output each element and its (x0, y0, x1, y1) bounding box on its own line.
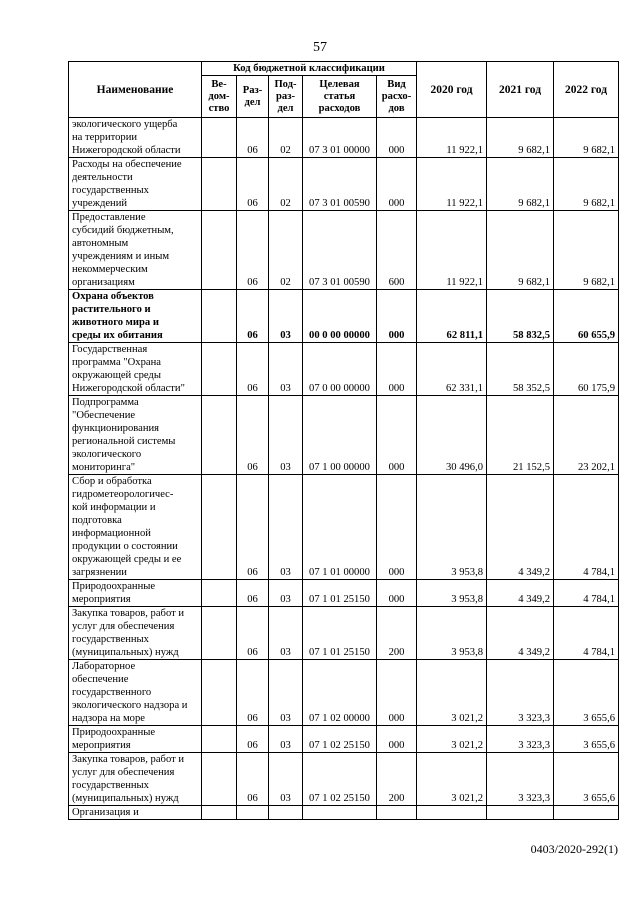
row-podrazdel-cell: 03 (269, 475, 303, 580)
row-target-article-cell: 07 1 02 25150 (303, 726, 377, 753)
row-razdel-cell: 06 (237, 660, 269, 726)
row-razdel-cell: 06 (237, 475, 269, 580)
row-2022-cell (554, 806, 619, 820)
row-2021-cell: 58 832,5 (487, 290, 554, 343)
row-2022-cell: 3 655,6 (554, 726, 619, 753)
row-ved-cell (202, 660, 237, 726)
row-ved-cell (202, 211, 237, 290)
row-expense-type-cell: 000 (377, 118, 417, 158)
row-2021-cell: 58 352,5 (487, 343, 554, 396)
row-ved-cell (202, 158, 237, 211)
header-2021: 2021 год (487, 62, 554, 118)
row-razdel-cell: 06 (237, 607, 269, 660)
row-expense-type-cell: 000 (377, 158, 417, 211)
page-number: 57 (313, 40, 327, 55)
row-name-cell: Сбор и обработка гидрометеорологичес- кой информации и подготовка информационной продукции о состоянии окружающей среды и ее загрязнении (69, 475, 202, 580)
table-row (69, 660, 619, 726)
row-target-article-cell (303, 806, 377, 820)
row-2021-cell: 4 349,2 (487, 580, 554, 607)
row-podrazdel-cell: 03 (269, 396, 303, 475)
table-row (69, 753, 619, 806)
row-2021-cell: 3 323,3 (487, 726, 554, 753)
header-podrazdel: Под- раз- дел (269, 76, 303, 118)
row-2022-cell: 9 682,1 (554, 158, 619, 211)
row-razdel-cell: 06 (237, 290, 269, 343)
row-target-article-cell: 07 3 01 00590 (303, 158, 377, 211)
row-ved-cell (202, 726, 237, 753)
row-ved-cell (202, 118, 237, 158)
row-expense-type-cell: 000 (377, 580, 417, 607)
row-2021-cell: 9 682,1 (487, 118, 554, 158)
budget-table-body (69, 118, 619, 820)
row-expense-type-cell: 200 (377, 607, 417, 660)
row-podrazdel-cell: 03 (269, 607, 303, 660)
table-row (69, 211, 619, 290)
row-ved-cell (202, 806, 237, 820)
row-2020-cell: 30 496,0 (417, 396, 487, 475)
row-razdel-cell: 06 (237, 396, 269, 475)
row-razdel-cell: 06 (237, 726, 269, 753)
row-2020-cell: 3 021,2 (417, 753, 487, 806)
row-expense-type-cell: 200 (377, 753, 417, 806)
row-2021-cell: 9 682,1 (487, 211, 554, 290)
row-2020-cell: 11 922,1 (417, 158, 487, 211)
row-podrazdel-cell: 03 (269, 726, 303, 753)
row-target-article-cell: 07 1 01 25150 (303, 607, 377, 660)
row-ved-cell (202, 475, 237, 580)
row-podrazdel-cell: 03 (269, 660, 303, 726)
header-2022: 2022 год (554, 62, 619, 118)
header-vid: Вид расхо- дов (377, 76, 417, 118)
row-name-cell: Организация и (69, 806, 202, 820)
row-expense-type-cell: 000 (377, 396, 417, 475)
row-target-article-cell: 07 1 02 00000 (303, 660, 377, 726)
row-2020-cell: 3 021,2 (417, 726, 487, 753)
row-target-article-cell: 00 0 00 00000 (303, 290, 377, 343)
row-2022-cell: 9 682,1 (554, 211, 619, 290)
table-row (69, 607, 619, 660)
table-row (69, 475, 619, 580)
row-target-article-cell: 07 1 00 00000 (303, 396, 377, 475)
row-name-cell: Подпрограмма "Обеспечение функционирования региональной системы экологического мониторинга" (69, 396, 202, 475)
table-row (69, 396, 619, 475)
row-2022-cell: 60 655,9 (554, 290, 619, 343)
row-podrazdel-cell: 02 (269, 118, 303, 158)
row-2020-cell: 62 811,1 (417, 290, 487, 343)
row-2020-cell (417, 806, 487, 820)
row-ved-cell (202, 290, 237, 343)
row-target-article-cell: 07 0 00 00000 (303, 343, 377, 396)
row-2020-cell: 3 953,8 (417, 607, 487, 660)
row-name-cell: Закупка товаров, работ и услуг для обеспечения государственных (муниципальных) нужд (69, 753, 202, 806)
row-2020-cell: 3 021,2 (417, 660, 487, 726)
row-name-cell: Охрана объектов растительного и животного мира и среды их обитания (69, 290, 202, 343)
header-tsel: Целевая статья расходов (303, 76, 377, 118)
row-expense-type-cell (377, 806, 417, 820)
document-code: 0403/2020-292(1) (530, 842, 618, 856)
row-podrazdel-cell: 02 (269, 158, 303, 211)
row-razdel-cell: 06 (237, 580, 269, 607)
row-2021-cell: 21 152,5 (487, 396, 554, 475)
row-podrazdel-cell: 02 (269, 211, 303, 290)
budget-table (68, 61, 619, 820)
row-2020-cell: 11 922,1 (417, 118, 487, 158)
row-name-cell: Государственная программа "Охрана окружающей среды Нижегородской области" (69, 343, 202, 396)
row-2021-cell: 4 349,2 (487, 475, 554, 580)
row-expense-type-cell: 000 (377, 660, 417, 726)
table-row (69, 806, 619, 820)
row-podrazdel-cell: 03 (269, 753, 303, 806)
row-expense-type-cell: 000 (377, 290, 417, 343)
table-row (69, 158, 619, 211)
row-razdel-cell: 06 (237, 118, 269, 158)
row-2022-cell: 23 202,1 (554, 396, 619, 475)
row-2022-cell: 4 784,1 (554, 580, 619, 607)
header-razdel: Раз- дел (237, 76, 269, 118)
row-2022-cell: 3 655,6 (554, 660, 619, 726)
row-2020-cell: 11 922,1 (417, 211, 487, 290)
row-podrazdel-cell (269, 806, 303, 820)
row-expense-type-cell: 000 (377, 343, 417, 396)
row-razdel-cell: 06 (237, 158, 269, 211)
row-name-cell: Расходы на обеспечение деятельности государственных учреждений (69, 158, 202, 211)
row-expense-type-cell: 000 (377, 475, 417, 580)
table-row (69, 118, 619, 158)
row-2021-cell: 4 349,2 (487, 607, 554, 660)
row-ved-cell (202, 396, 237, 475)
row-2021-cell (487, 806, 554, 820)
row-name-cell: Предоставление субсидий бюджетным, автономным учреждениям и иным некоммерческим организациям (69, 211, 202, 290)
row-name-cell: Природоохранные мероприятия (69, 580, 202, 607)
row-name-cell: Закупка товаров, работ и услуг для обеспечения государственных (муниципальных) нужд (69, 607, 202, 660)
row-razdel-cell: 06 (237, 753, 269, 806)
row-2022-cell: 3 655,6 (554, 753, 619, 806)
header-name: Наименование (69, 62, 202, 118)
row-name-cell: Природоохранные мероприятия (69, 726, 202, 753)
row-2021-cell: 3 323,3 (487, 753, 554, 806)
row-expense-type-cell: 600 (377, 211, 417, 290)
row-2022-cell: 4 784,1 (554, 607, 619, 660)
row-expense-type-cell: 000 (377, 726, 417, 753)
table-row (69, 290, 619, 343)
table-row (69, 726, 619, 753)
row-target-article-cell: 07 1 02 25150 (303, 753, 377, 806)
row-target-article-cell: 07 1 01 25150 (303, 580, 377, 607)
row-target-article-cell: 07 3 01 00590 (303, 211, 377, 290)
row-podrazdel-cell: 03 (269, 580, 303, 607)
row-2020-cell: 3 953,8 (417, 580, 487, 607)
header-ved: Ве- дом- ство (202, 76, 237, 118)
row-2022-cell: 4 784,1 (554, 475, 619, 580)
row-podrazdel-cell: 03 (269, 343, 303, 396)
row-2022-cell: 60 175,9 (554, 343, 619, 396)
row-name-cell: Лабораторное обеспечение государственного экологического надзора и надзора на море (69, 660, 202, 726)
row-razdel-cell: 06 (237, 343, 269, 396)
row-target-article-cell: 07 1 01 00000 (303, 475, 377, 580)
row-ved-cell (202, 607, 237, 660)
row-2022-cell: 9 682,1 (554, 118, 619, 158)
table-row (69, 580, 619, 607)
row-podrazdel-cell: 03 (269, 290, 303, 343)
row-2021-cell: 9 682,1 (487, 158, 554, 211)
row-2021-cell: 3 323,3 (487, 660, 554, 726)
row-name-cell: экологического ущерба на территории Нижегородской области (69, 118, 202, 158)
row-2020-cell: 62 331,1 (417, 343, 487, 396)
row-target-article-cell: 07 3 01 00000 (303, 118, 377, 158)
table-row (69, 343, 619, 396)
row-ved-cell (202, 753, 237, 806)
header-code-group: Код бюджетной классификации (202, 62, 417, 76)
row-ved-cell (202, 580, 237, 607)
row-ved-cell (202, 343, 237, 396)
row-razdel-cell (237, 806, 269, 820)
row-2020-cell: 3 953,8 (417, 475, 487, 580)
header-2020: 2020 год (417, 62, 487, 118)
row-razdel-cell: 06 (237, 211, 269, 290)
